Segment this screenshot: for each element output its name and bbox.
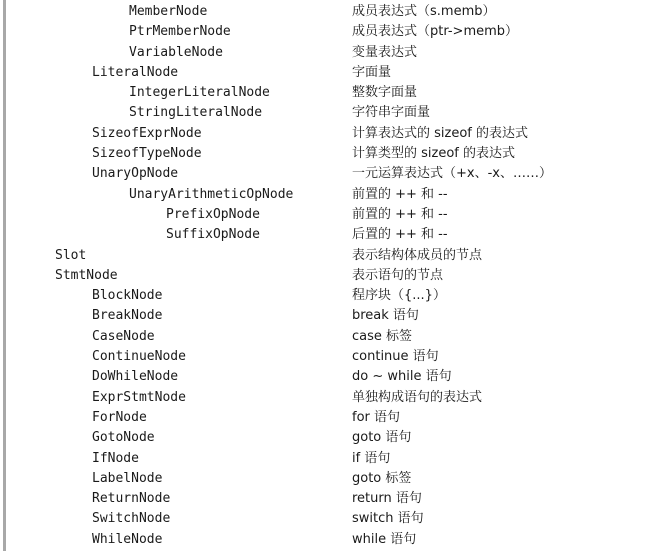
node-class-name: LabelNode: [92, 470, 163, 486]
table-row: [0, 124, 646, 144]
node-description: return 语句: [352, 491, 422, 507]
node-class-name: WhileNode: [92, 531, 163, 547]
node-description: goto 标签: [352, 470, 412, 486]
table-row: [0, 388, 646, 408]
table-row: [0, 428, 646, 448]
node-description: do ~ while 语句: [352, 369, 452, 385]
node-class-name: IfNode: [92, 450, 139, 466]
node-description: case 标签: [352, 328, 413, 344]
node-description: continue 语句: [352, 349, 439, 365]
node-class-name: ContinueNode: [92, 349, 186, 365]
node-class-name: SwitchNode: [92, 511, 171, 527]
node-description: 计算类型的 sizeof 的表达式: [352, 146, 516, 162]
table-row: [0, 144, 646, 164]
node-class-name: DoWhileNode: [92, 369, 179, 385]
node-description: 成员表达式（s.memb）: [352, 4, 496, 19]
node-description: switch 语句: [352, 511, 424, 527]
table-row: [0, 469, 646, 489]
node-description: 程序块（{...}）: [352, 288, 446, 304]
table-row: [0, 43, 646, 63]
node-description: 表示结构体成员的节点: [352, 247, 483, 263]
node-class-name: LiteralNode: [92, 64, 179, 80]
table-row: [0, 185, 646, 205]
table-row: [0, 225, 646, 245]
node-description: 计算表达式的 sizeof 的表达式: [352, 125, 529, 141]
node-class-name: UnaryOpNode: [92, 166, 179, 182]
table-row: [0, 164, 646, 184]
node-class-name: SizeofExprNode: [92, 125, 202, 141]
table-row: [0, 2, 646, 22]
node-description: goto 语句: [352, 430, 412, 446]
table-row: [0, 205, 646, 225]
node-class-name: VariableNode: [129, 44, 223, 60]
table-row: [0, 347, 646, 367]
table-row: [0, 306, 646, 326]
node-description: for 语句: [352, 409, 401, 425]
table-row: [0, 449, 646, 469]
node-description: 表示语句的节点: [352, 267, 444, 283]
node-description: if 语句: [352, 450, 391, 466]
table-row: [0, 22, 646, 42]
node-description: 前置的 ++ 和 --: [352, 206, 448, 222]
table-row: [0, 509, 646, 529]
node-description: 前置的 ++ 和 --: [352, 186, 448, 202]
table-row: [0, 408, 646, 428]
node-class-name: StringLiteralNode: [129, 105, 263, 121]
table-row: [0, 367, 646, 387]
node-class-name: CaseNode: [92, 328, 155, 344]
node-class-name: ForNode: [92, 409, 147, 425]
node-description: while 语句: [352, 531, 417, 547]
node-class-name: PrefixOpNode: [166, 206, 260, 222]
table-row: [0, 83, 646, 103]
node-class-name: Slot: [55, 247, 87, 263]
node-class-name: StmtNode: [55, 267, 118, 283]
table-row: [0, 246, 646, 266]
node-class-name: ExprStmtNode: [92, 389, 186, 405]
node-description: break 语句: [352, 308, 419, 324]
node-class-table: [0, 2, 646, 550]
node-class-name: UnaryArithmeticOpNode: [129, 186, 294, 202]
node-description: 成员表达式（ptr->memb）: [352, 24, 519, 40]
node-class-name: SizeofTypeNode: [92, 146, 202, 162]
node-class-name: IntegerLiteralNode: [129, 85, 270, 101]
node-description: 单独构成语句的表达式: [352, 389, 483, 405]
table-row: [0, 530, 646, 550]
node-description: 变量表达式: [352, 44, 418, 60]
node-class-name: ReturnNode: [92, 491, 171, 507]
table-row: [0, 286, 646, 306]
table-row: [0, 327, 646, 347]
table-row: [0, 266, 646, 286]
table-row: [0, 489, 646, 509]
node-class-name: SuffixOpNode: [166, 227, 260, 243]
node-description: 后置的 ++ 和 --: [352, 227, 448, 243]
node-description: 字面量: [352, 64, 392, 80]
node-description: 字符串字面量: [352, 105, 431, 121]
table-row: [0, 63, 646, 83]
node-description: 一元运算表达式（+x、-x、……）: [352, 166, 552, 182]
table-row: [0, 103, 646, 123]
node-class-name: BreakNode: [92, 308, 163, 324]
node-class-name: BlockNode: [92, 288, 163, 304]
node-class-name: MemberNode: [129, 4, 208, 19]
node-class-name: GotoNode: [92, 430, 155, 446]
node-description: 整数字面量: [352, 85, 418, 101]
node-class-name: PtrMemberNode: [129, 24, 231, 40]
